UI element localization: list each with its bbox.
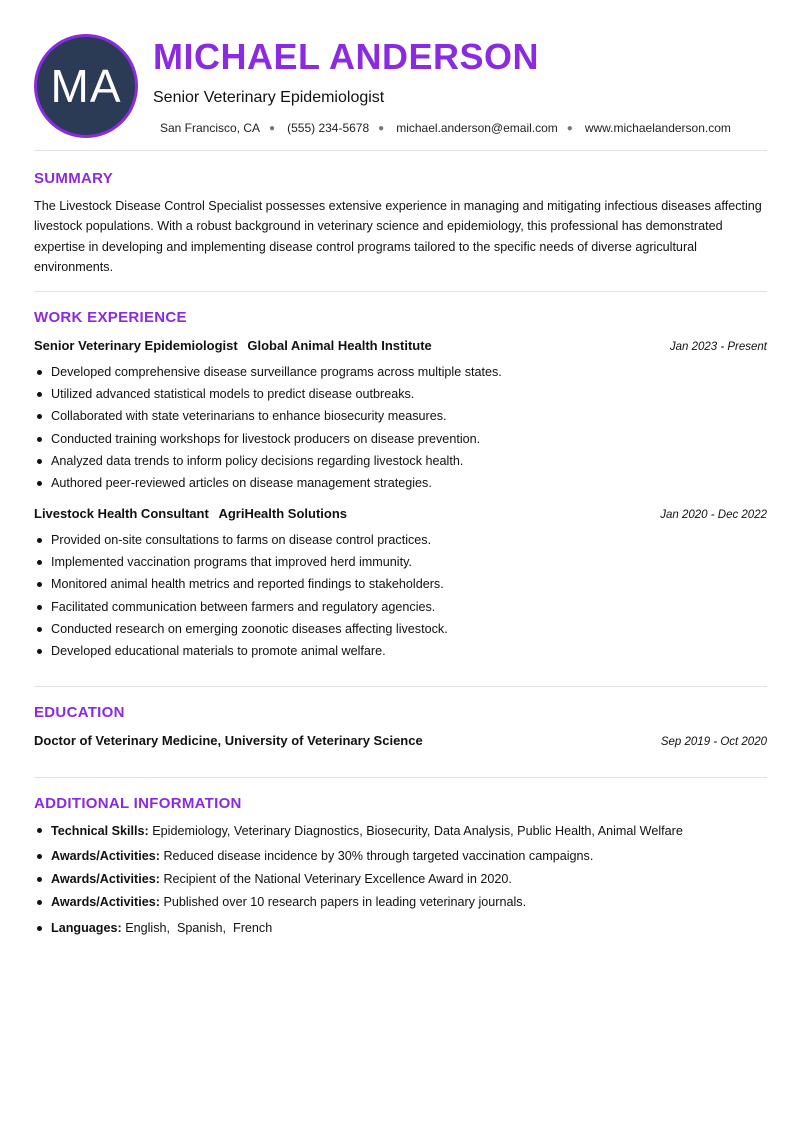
summary-heading: SUMMARY xyxy=(34,170,114,187)
info-text: Reduced disease incidence by 30% through targeted vaccination campaigns. xyxy=(163,849,594,863)
education-heading: EDUCATION xyxy=(34,704,125,721)
list-item: Conducted research on emerging zoonotic diseases affecting livestock. xyxy=(34,618,448,640)
separator-dot-icon: ● xyxy=(566,122,573,134)
job-header xyxy=(34,506,767,524)
list-item xyxy=(34,868,683,891)
list-item: Developed educational materials to promote animal welfare. xyxy=(34,640,448,662)
additional-info-heading: ADDITIONAL INFORMATION xyxy=(34,795,242,812)
job-header xyxy=(34,338,767,356)
info-text: Published over 10 research papers in leading veterinary journals. xyxy=(163,895,527,909)
section-divider xyxy=(34,150,767,151)
job-role: Senior Veterinary Epidemiologist xyxy=(34,338,238,353)
education-degree: Doctor of Veterinary Medicine, University of Veterinary Science xyxy=(34,733,423,748)
list-item: Authored peer-reviewed articles on disease management strategies. xyxy=(34,472,502,494)
contact-website[interactable]: www.michaelanderson.com xyxy=(584,121,731,135)
job-dates: Jan 2020 - Dec 2022 xyxy=(660,509,767,521)
contact-email[interactable]: michael.anderson@email.com xyxy=(396,121,558,135)
avatar xyxy=(34,34,138,138)
separator-dot-icon: ● xyxy=(378,122,385,134)
list-item xyxy=(34,819,683,845)
list-item xyxy=(34,845,683,868)
job-role-company xyxy=(34,506,347,521)
contact-bar xyxy=(160,121,731,135)
list-item: Conducted training workshops for livestock producers on disease prevention. xyxy=(34,428,502,450)
list-item: Developed comprehensive disease surveillance programs across multiple states. xyxy=(34,361,502,383)
education-entry xyxy=(34,733,767,751)
info-label: Awards/Activities: xyxy=(51,872,160,886)
list-item: Implemented vaccination programs that improved herd immunity. xyxy=(34,551,448,573)
avatar-initials: MA xyxy=(50,60,122,112)
work-experience-heading: WORK EXPERIENCE xyxy=(34,309,187,326)
info-text: Recipient of the National Veterinary Excellence Award in 2020. xyxy=(163,872,512,886)
info-text: English, Spanish, French xyxy=(125,921,273,935)
list-item xyxy=(34,891,683,917)
info-label: Technical Skills: xyxy=(51,824,149,838)
list-item: Utilized advanced statistical models to predict disease outbreaks. xyxy=(34,383,502,405)
info-label: Awards/Activities: xyxy=(51,895,160,909)
list-item: Analyzed data trends to inform policy decisions regarding livestock health. xyxy=(34,450,502,472)
summary-text: The Livestock Disease Control Specialist possesses extensive experience in managing and mitigating infectious diseases affecting livestock populations. With a robust background in veterinary science and epidemiology, this professional has demonstrated expertise in developing and implementing disease control programs tailored to the specific needs of diverse agricultural environments. xyxy=(34,199,762,274)
job-bullets xyxy=(34,361,502,494)
candidate-title: Senior Veterinary Epidemiologist xyxy=(153,89,385,106)
list-item: Monitored animal health metrics and reported findings to stakeholders. xyxy=(34,573,448,595)
job-role: Livestock Health Consultant xyxy=(34,506,209,521)
job-role-company xyxy=(34,338,432,353)
list-item: Collaborated with state veterinarians to enhance biosecurity measures. xyxy=(34,405,502,427)
section-divider xyxy=(34,777,767,778)
list-item: Facilitated communication between farmers and regulatory agencies. xyxy=(34,596,448,618)
job-company: AgriHealth Solutions xyxy=(218,506,347,521)
info-label: Languages: xyxy=(51,921,122,935)
section-divider xyxy=(34,686,767,687)
contact-phone: (555) 234-5678 xyxy=(287,121,370,135)
list-item: Provided on-site consultations to farms on disease control practices. xyxy=(34,529,448,551)
info-label: Awards/Activities: xyxy=(51,849,160,863)
contact-location: San Francisco, CA xyxy=(160,121,261,135)
section-divider xyxy=(34,291,767,292)
separator-dot-icon: ● xyxy=(269,122,276,134)
job-dates: Jan 2023 - Present xyxy=(669,341,767,353)
job-company: Global Animal Health Institute xyxy=(247,338,432,353)
candidate-name: MICHAEL ANDERSON xyxy=(153,36,540,77)
education-dates: Sep 2019 - Oct 2020 xyxy=(660,736,767,748)
job-bullets xyxy=(34,529,448,662)
additional-info-list xyxy=(34,819,683,940)
list-item xyxy=(34,917,683,940)
info-text: Epidemiology, Veterinary Diagnostics, Biosecurity, Data Analysis, Public Health, Animal Welfare xyxy=(152,824,683,838)
